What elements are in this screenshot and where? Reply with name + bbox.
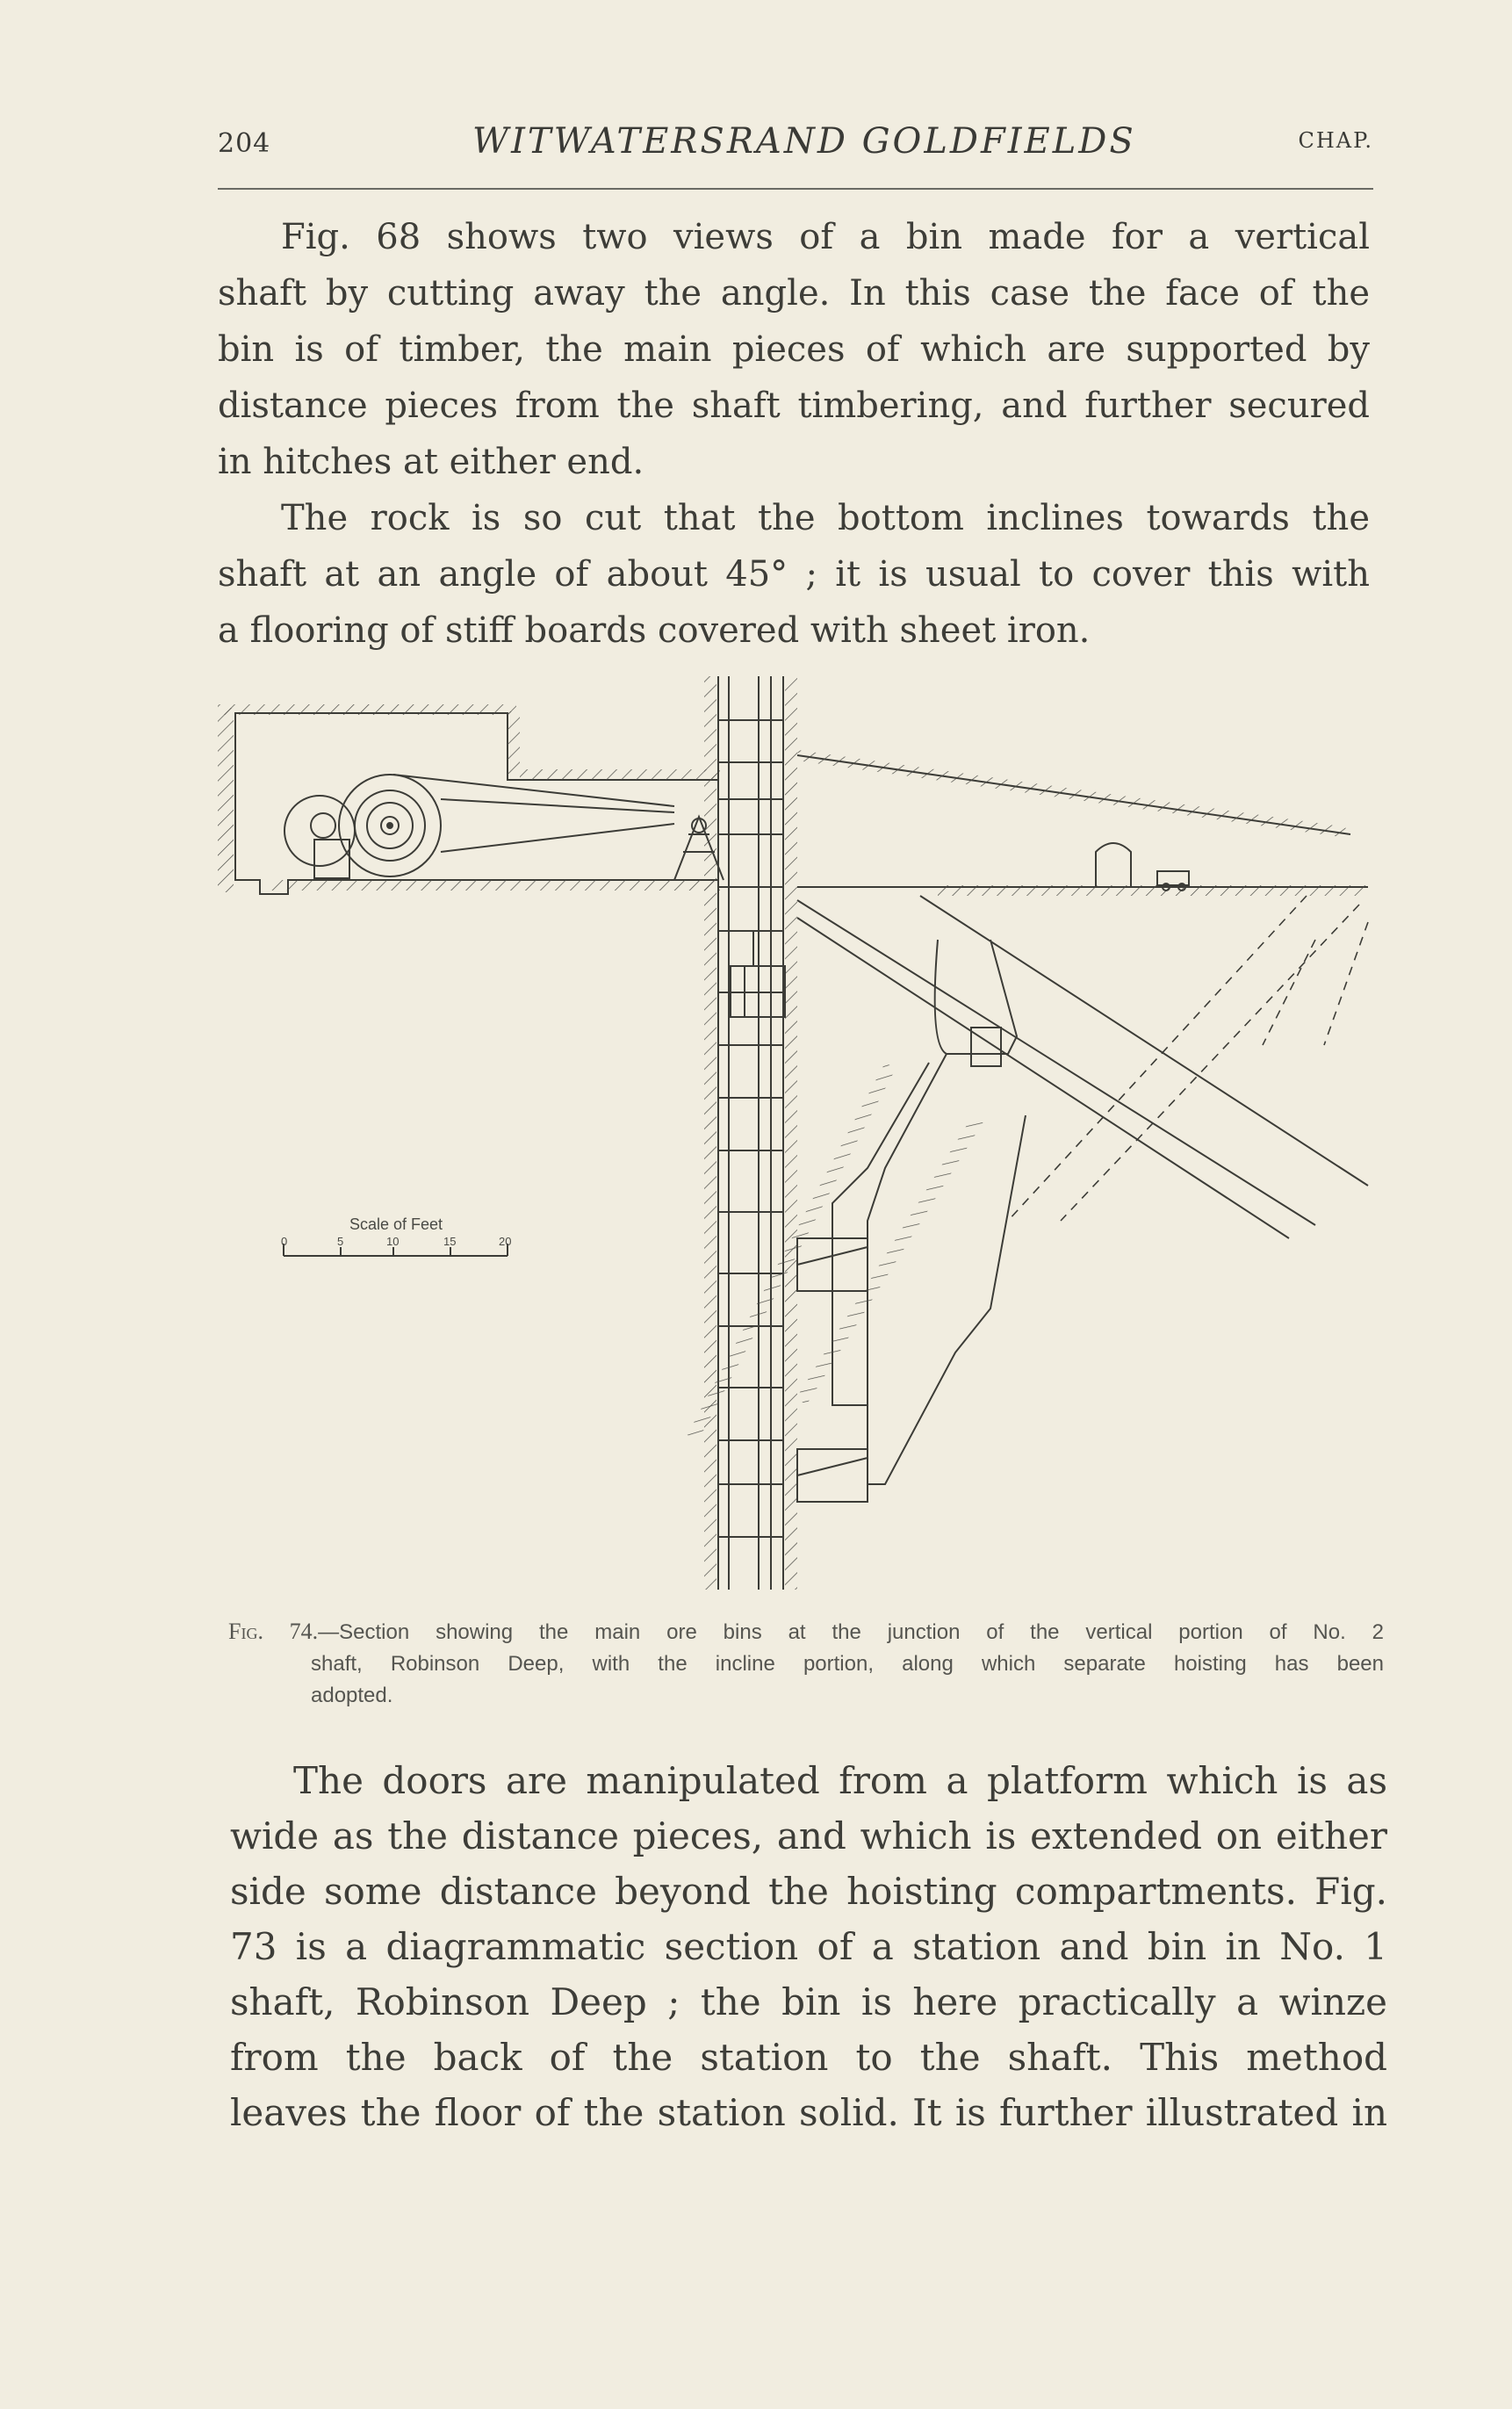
paragraph-3 (230, 1753, 1387, 2140)
paragraph-line: shaft at an angle of about 45° ; it is usual to cover this with (218, 554, 1370, 595)
figure-74-section-drawing (218, 676, 1377, 1607)
scale-title: Scale of Feet (349, 1215, 443, 1233)
scale-tick-label: 0 (281, 1235, 288, 1248)
figure-caption (228, 1616, 1384, 1712)
running-head (218, 121, 1373, 169)
scale-tick-label: 5 (337, 1235, 344, 1248)
page-number: 204 (218, 128, 271, 159)
paragraph-line: a flooring of stiff boards covered with sheet iron. (218, 610, 1091, 651)
scale-tick-label: 10 (386, 1235, 400, 1248)
paragraph-line: 73 is a diagrammatic section of a station and bin in No. 1 (230, 1925, 1387, 1968)
scale-tick-label: 15 (443, 1235, 457, 1248)
incline-shaft (796, 750, 1368, 1238)
ore-bin (688, 940, 1026, 1502)
figure-label: Fig. 74. (228, 1619, 319, 1644)
paragraph-line: distance pieces from the shaft timbering, and further secured (218, 386, 1370, 426)
paragraph-line: shaft by cutting away the angle. In this case the face of the (218, 273, 1370, 314)
caption-line: shaft, Robinson Deep, with the incline portion, along which separate hoisting has been (311, 1652, 1384, 1676)
paragraph-line: from the back of the station to the shaft. This method (230, 2036, 1387, 2079)
hoist-chamber (218, 704, 720, 894)
ore-bin-section-diagram (218, 676, 1377, 1607)
chapter-label: CHAP. (1298, 128, 1373, 153)
winding-drum (284, 775, 674, 878)
header-rule (218, 188, 1373, 190)
paragraph-1 (218, 209, 1370, 490)
paragraph-line: leaves the floor of the station solid. It is further illustrated in (230, 2091, 1387, 2134)
paragraph-2 (218, 490, 1370, 659)
scale-tick-label: 20 (499, 1235, 512, 1248)
station-arch (1096, 843, 1131, 887)
vertical-shaft (704, 676, 797, 1590)
paragraph-line: shaft, Robinson Deep ; the bin is here practically a winze (230, 1980, 1387, 2023)
paragraph-line: in hitches at either end. (218, 442, 644, 482)
book-title: WITWATERSRAND GOLDFIELDS (472, 121, 1136, 162)
paragraph-line: Fig. 68 shows two views of a bin made for a vertical (281, 217, 1370, 257)
paragraph-line: side some distance beyond the hoisting compartments. Fig. (230, 1870, 1387, 1913)
caption-line (228, 1616, 1384, 1648)
caption-text: —Section showing the main ore bins at the junction of the vertical portion of No. 2 (318, 1620, 1384, 1644)
paragraph-line: The doors are manipulated from a platform which is as (293, 1759, 1387, 1802)
paragraph-line: The rock is so cut that the bottom inclines towards the (281, 498, 1370, 538)
paragraph-line: wide as the distance pieces, and which is extended on either (230, 1814, 1387, 1857)
paragraph-line: bin is of timber, the main pieces of which are supported by (218, 329, 1370, 370)
caption-line: adopted. (311, 1684, 393, 1707)
ore-car (1157, 871, 1189, 885)
